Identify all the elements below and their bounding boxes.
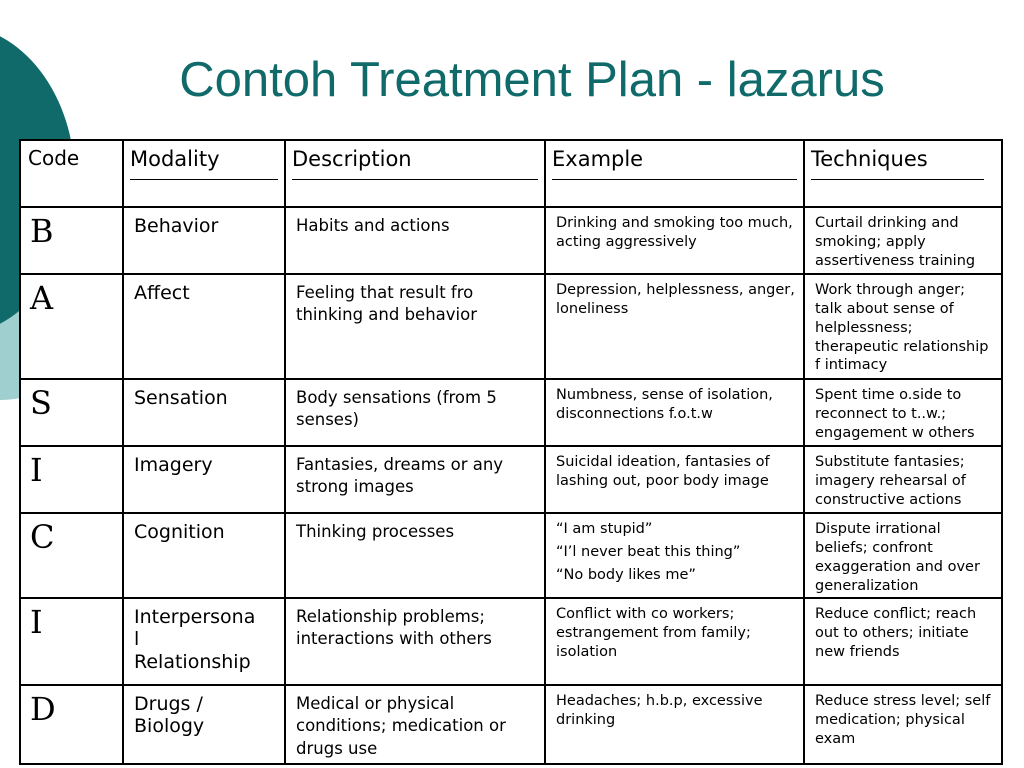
header-description: Description <box>285 140 545 207</box>
cell-modality: Affect <box>123 274 285 379</box>
cell-example: Conflict with co workers; estrangement from family; isolation <box>545 598 804 685</box>
example-quote: “I am stupid” <box>556 521 653 537</box>
slide-title: Contoh Treatment Plan - lazarus <box>179 53 885 107</box>
cell-description: Fantasies, dreams or any strong images <box>285 446 545 513</box>
cell-code: I <box>20 598 123 685</box>
cell-code: S <box>20 379 123 446</box>
cell-techniques: Spent time o.side to reconnect to t..w.; engagement w others <box>804 379 1002 446</box>
cell-code: B <box>20 207 123 274</box>
cell-description: Body sensations (from 5 senses) <box>285 379 545 446</box>
cell-techniques: Substitute fantasies; imagery rehearsal of constructive actions <box>804 446 1002 513</box>
cell-example: Drinking and smoking too much, acting aggressively <box>545 207 804 274</box>
cell-modality: Drugs / Biology <box>123 685 285 764</box>
treatment-plan-table <box>19 139 1003 765</box>
table-row <box>20 207 1002 274</box>
header-example: Example <box>545 140 804 207</box>
table-header-row <box>20 140 1002 207</box>
cell-description: Thinking processes <box>285 513 545 598</box>
table-row <box>20 274 1002 379</box>
cell-techniques: Reduce conflict; reach out to others; initiate new friends <box>804 598 1002 685</box>
cell-techniques: Curtail drinking and smoking; apply assertiveness training <box>804 207 1002 274</box>
cell-code: I <box>20 446 123 513</box>
cell-modality: Imagery <box>123 446 285 513</box>
table-row <box>20 446 1002 513</box>
cell-description: Relationship problems; interactions with others <box>285 598 545 685</box>
cell-modality: Cognition <box>123 513 285 598</box>
cell-code: C <box>20 513 123 598</box>
table-row <box>20 379 1002 446</box>
table-row <box>20 598 1002 685</box>
example-quote: “I’l never beat this thing” <box>556 543 741 560</box>
cell-example <box>545 513 804 598</box>
cell-code: D <box>20 685 123 764</box>
cell-description: Feeling that result fro thinking and behavior <box>285 274 545 379</box>
cell-example: Numbness, sense of isolation, disconnections f.o.t.w <box>545 379 804 446</box>
cell-code: A <box>20 274 123 379</box>
cell-example: Suicidal ideation, fantasies of lashing out, poor body image <box>545 446 804 513</box>
cell-techniques: Work through anger; talk about sense of helplessness; therapeutic relationship f intimacy <box>804 274 1002 379</box>
cell-description: Habits and actions <box>285 207 545 274</box>
cell-modality: Interpersona l Relationship <box>123 598 285 685</box>
header-techniques: Techniques <box>804 140 1002 207</box>
cell-example: Depression, helplessness, anger, loneliness <box>545 274 804 379</box>
table-row <box>20 513 1002 598</box>
cell-techniques: Reduce stress level; self medication; physical exam <box>804 685 1002 764</box>
table-row <box>20 685 1002 764</box>
cell-techniques: Dispute irrational beliefs; confront exaggeration and over generalization <box>804 513 1002 598</box>
cell-modality: Sensation <box>123 379 285 446</box>
cell-example: Headaches; h.b.p, excessive drinking <box>545 685 804 764</box>
cell-modality: Behavior <box>123 207 285 274</box>
cell-description: Medical or physical conditions; medication or drugs use <box>285 685 545 764</box>
header-modality: Modality <box>123 140 285 207</box>
example-quote: “No body likes me” <box>556 566 696 583</box>
header-code: Code <box>20 140 123 207</box>
